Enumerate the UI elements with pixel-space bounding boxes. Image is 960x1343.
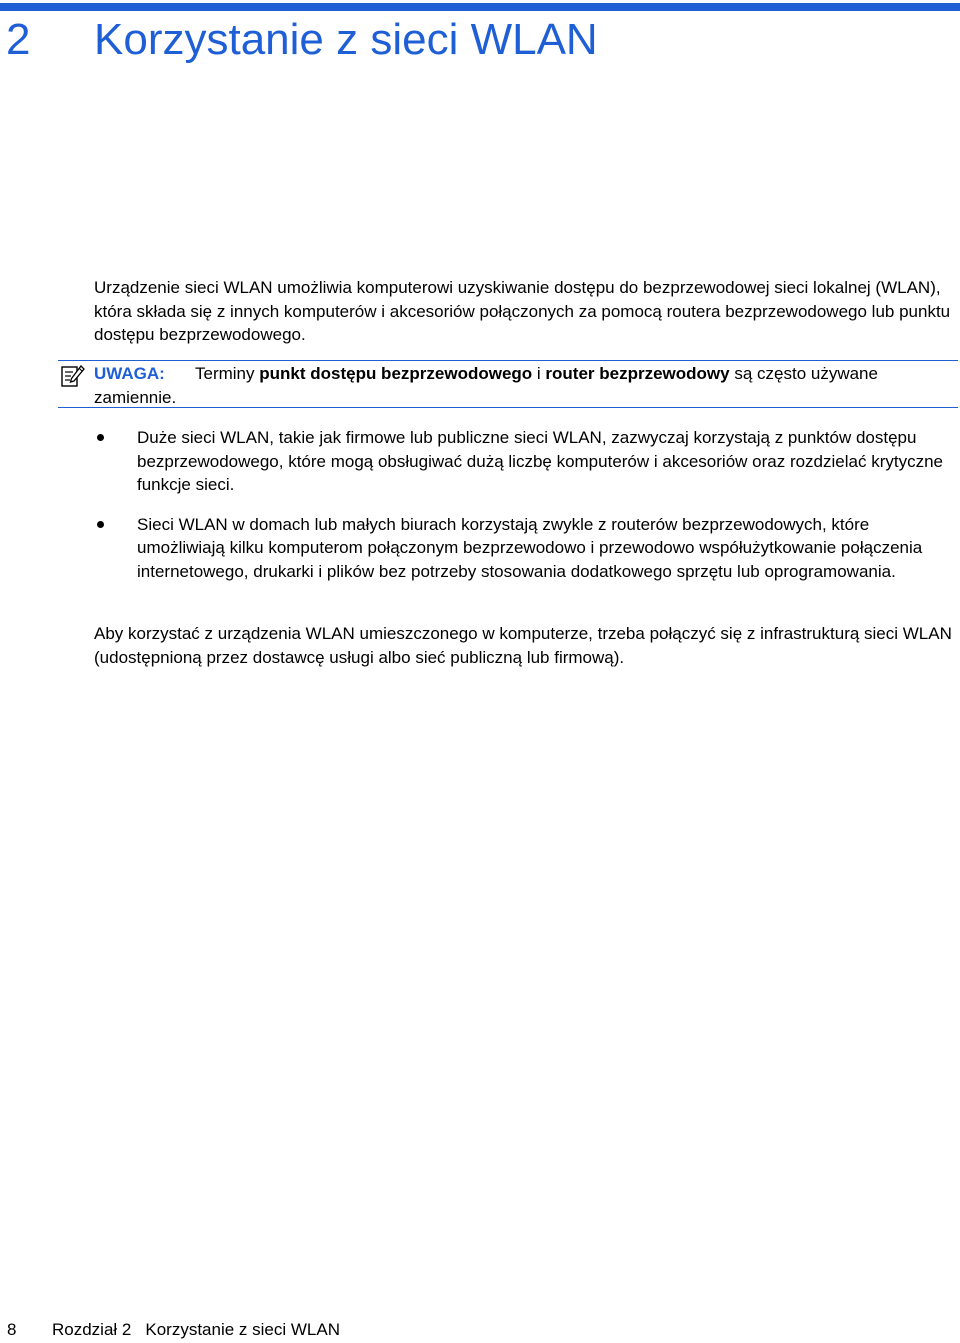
bullet-dot-icon bbox=[97, 434, 104, 441]
note-label: UWAGA: bbox=[94, 364, 165, 383]
footer-chapter-title: Korzystanie z sieci WLAN bbox=[145, 1320, 340, 1339]
list-item-text: Duże sieci WLAN, takie jak firmowe lub publiczne sieci WLAN, zazwyczaj korzystają z punktów dostępu bezprzewodowego, które mogą obsługiwać dużą liczbę komputerów i akcesoriów oraz rozdzielać krytyczne funkcje sieci. bbox=[137, 428, 943, 494]
chapter-top-rule bbox=[0, 3, 960, 11]
list-item-text: Sieci WLAN w domach lub małych biurach korzystają zwykle z routerów bezprzewodowych, które umożliwiają kilku komputerom połączonym bezprzewodowo i przewodowo współużytkowanie połączenia internetowego, drukarki i plików bez potrzeby stosowania dodatkowego sprzętu lub oprogramowania. bbox=[137, 514, 923, 581]
page-footer bbox=[7, 1318, 340, 1342]
page-number: 8 bbox=[7, 1320, 17, 1339]
note-term-1: punkt dostępu bezprzewodowego bbox=[259, 364, 533, 383]
chapter-title: Korzystanie z sieci WLAN bbox=[94, 15, 598, 64]
intro-paragraph: Urządzenie sieci WLAN umożliwia komputerowi uzyskiwanie dostępu do bezprzewodowej sieci lokalnej (WLAN), która składa się z innych komputerów i akcesoriów połączonych za pomocą routera bezprzewodowego lub punktu dostępu bezprzewodowego. bbox=[94, 278, 951, 344]
note-term-2: router bezprzewodowy bbox=[545, 364, 730, 383]
note-text-2: i bbox=[532, 364, 546, 383]
footer-chapter-label: Rozdział 2 bbox=[52, 1320, 132, 1339]
note-pencil-icon bbox=[60, 364, 86, 390]
note-text-3: są często używane zamiennie. bbox=[94, 364, 878, 407]
chapter-number: 2 bbox=[6, 15, 31, 64]
bullet-dot-icon bbox=[97, 521, 104, 528]
note-text-1: Terminy bbox=[195, 364, 260, 383]
bullet-list bbox=[0, 426, 960, 583]
note-callout bbox=[94, 362, 960, 410]
note-bottom-rule bbox=[58, 407, 958, 408]
outro-paragraph: Aby korzystać z urządzenia WLAN umieszczonego w komputerze, trzeba połączyć się z infrastrukturą sieci WLAN (udostępnioną przez dostawcę usługi albo sieć publiczną lub firmową). bbox=[94, 624, 952, 667]
note-top-rule bbox=[58, 360, 958, 361]
list-item bbox=[0, 513, 960, 584]
list-item bbox=[0, 426, 960, 497]
